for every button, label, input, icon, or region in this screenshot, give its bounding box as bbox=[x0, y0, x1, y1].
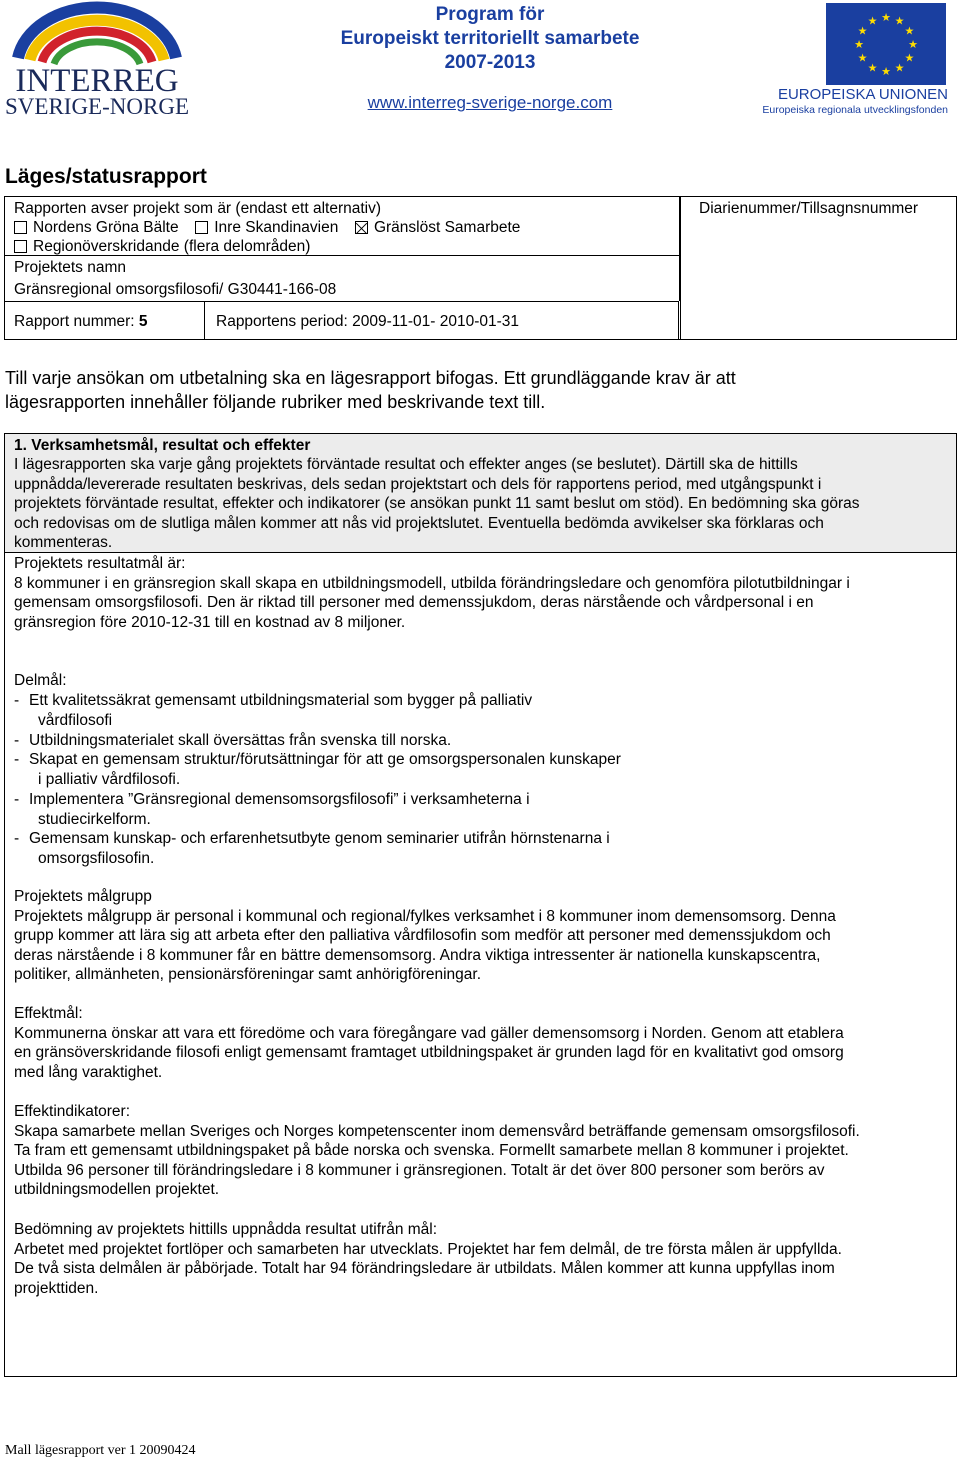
eu-union-label: EUROPEISKA UNIONEN bbox=[777, 86, 948, 103]
text-line: De två sista delmålen är påbörjade. Totalt har 94 förändringsledare är utbildats. Målen kommer att kunna uppfyllas inom bbox=[14, 1260, 835, 1278]
section-1-instructions bbox=[5, 434, 956, 553]
eu-star-icon: ★ bbox=[881, 12, 891, 24]
text-line: 8 kommuner i en gränsregion skall skapa en utbildningsmodell, utbilda förändringsledare och genomföra pilotutbildningar i bbox=[14, 574, 850, 592]
text-line: I lägesrapporten ska varje gång projektets förväntade resultat och effekter anges (se beslutet). Därtill ska de hittills bbox=[14, 456, 798, 473]
text-line: Kommunerna önskar att vara ett föredöme och vara föregångare vad gäller demensomsorg i Norden. Genom att etablera bbox=[14, 1024, 844, 1042]
text-line: projekttiden. bbox=[14, 1279, 99, 1297]
report-period bbox=[216, 312, 519, 331]
effektindikatorer-block bbox=[14, 1102, 949, 1200]
delmal-text: studiecirkelform. bbox=[38, 810, 151, 828]
program-line-2: Europeiskt territoriellt samarbete bbox=[340, 28, 640, 49]
text-line: med lång varaktighet. bbox=[14, 1063, 163, 1081]
text-line: en gränsöverskridande filosofi enligt gemensamt framtaget utbildningspaket är grunden lagd för en kvalitativt god omsorg bbox=[14, 1044, 844, 1062]
delmal-text: Ett kvalitetssäkrat gemensamt utbildningsmaterial som bygger på palliativ bbox=[29, 692, 533, 709]
text-line: utbildningsmodellen projektet. bbox=[14, 1181, 220, 1199]
text-line: och redovisas om de slutliga målen kommer att nås vid projektslutet. Eventuella bedömda avvikelser ska förklaras och bbox=[14, 514, 824, 532]
logo-subtext: SVERIGE-NORGE bbox=[5, 94, 189, 119]
checkbox-granslost-samarbete[interactable] bbox=[355, 221, 368, 234]
checkbox-nordens-grona-balte[interactable] bbox=[14, 221, 27, 234]
project-name-value: Gränsregional omsorgsfilosofi/ G30441-166-08 bbox=[14, 281, 337, 298]
eu-star-icon: ★ bbox=[881, 66, 891, 78]
diarienummer-section bbox=[680, 197, 956, 339]
bedomning-label: Bedömning av projektets hittills uppnådda resultat utifrån mål: bbox=[14, 1221, 438, 1238]
report-number-row bbox=[5, 301, 679, 339]
text-line: deras närstående i 8 kommuner får en bättre demensomsorg. Andra viktiga intressenter är nationella kunskapscentra, bbox=[14, 946, 821, 964]
report-number bbox=[14, 312, 148, 331]
text-line: politiker, allmänheten, pensionärsföreningar samt anhörigföreningar. bbox=[14, 966, 482, 984]
eu-star-icon: ★ bbox=[867, 62, 878, 75]
eu-star-icon: ★ bbox=[904, 25, 915, 38]
project-name-label: Projektets namn bbox=[14, 259, 126, 276]
delmal-item: - Ett kvalitetssäkrat gemensamt utbildningsmaterial som bygger på palliativ vårdfilosofi bbox=[14, 691, 714, 730]
eu-flag-icon bbox=[826, 3, 946, 85]
delmal-item: - Utbildningsmaterialet skall översättas från svenska till norska. bbox=[14, 732, 452, 749]
section-1-heading: 1. Verksamhetsmål, resultat och effekter bbox=[14, 437, 311, 454]
text-line: Skapa samarbete mellan Sveriges och Norges kompetenscenter inom demensvård beträffande gemensam omsorgsfilosofi. bbox=[14, 1122, 860, 1140]
option-row-1 bbox=[14, 218, 520, 237]
eu-logo bbox=[746, 3, 956, 119]
eu-star-icon: ★ bbox=[904, 52, 915, 65]
section-1-box bbox=[4, 433, 957, 1377]
program-title bbox=[290, 3, 690, 75]
delmal-text: Gemensam kunskap- och erfarenhetsutbyte genom seminarier utifrån hörnstenarna i bbox=[29, 830, 610, 847]
footer-template-version: Mall lägesrapport ver 1 20090424 bbox=[5, 1443, 196, 1458]
text-line: kommenteras. bbox=[14, 534, 113, 552]
eu-star-icon: ★ bbox=[894, 15, 905, 28]
text-line: grupp kommer att lära sig att arbeta efter den palliativa vårdfilosofin som medför att personer med demenssjukdom och bbox=[14, 927, 831, 945]
text-line: Utbilda 96 personer till förändringsledare i 8 kommuner i gränsregionen. Totalt är det över 800 personer som berörs av bbox=[14, 1161, 825, 1179]
interreg-logo bbox=[0, 0, 195, 120]
text-line: Projektets målgrupp är personal i kommunal och regional/fylkes verksamhet i 8 kommuner inom demensomsorg. Denna bbox=[14, 907, 836, 925]
delmal-text: omsorgsfilosofin. bbox=[38, 849, 155, 867]
diarienummer-label: Diarienummer/Tillsagnsnummer bbox=[699, 200, 919, 217]
eu-star-icon: ★ bbox=[867, 15, 878, 28]
report-period-label: Rapportens period: bbox=[216, 313, 348, 330]
eu-star-icon: ★ bbox=[908, 39, 918, 51]
delmal-text: vårdfilosofi bbox=[38, 711, 113, 729]
report-info-box bbox=[4, 196, 957, 340]
eu-star-icon: ★ bbox=[894, 62, 905, 75]
page-title: Läges/statusrapport bbox=[5, 165, 207, 188]
eu-star-icon: ★ bbox=[854, 39, 864, 51]
option-row-2 bbox=[14, 237, 310, 256]
intro-line: lägesrapporten innehåller följande rubriker med beskrivande text till. bbox=[5, 392, 546, 412]
resultatmal-block bbox=[14, 554, 949, 632]
website-link[interactable]: www.interreg-sverige-norge.com bbox=[367, 93, 613, 112]
effektmal-label: Effektmål: bbox=[14, 1005, 83, 1022]
avser-label: Rapporten avser projekt som är (endast ett alternativ) bbox=[14, 200, 382, 217]
instruction-text bbox=[14, 455, 949, 553]
divider bbox=[5, 255, 679, 256]
project-type-section bbox=[5, 197, 680, 301]
option-label: Gränslöst Samarbete bbox=[373, 219, 521, 236]
delmal-text: Utbildningsmaterialet skall översättas från svenska till norska. bbox=[29, 732, 452, 749]
delmal-text: Implementera ”Gränsregional demensomsorgsfilosofi” i verksamheterna i bbox=[29, 791, 530, 808]
delmal-item: - Skapat en gemensam struktur/förutsättningar för att ge omsorgspersonalen kunskaper i palliativ vårdfilosofi. bbox=[14, 750, 714, 789]
option-label: Regionöverskridande (flera delområden) bbox=[33, 238, 311, 255]
program-line-3: 2007-2013 bbox=[444, 52, 536, 73]
delmal-item: - Gemensam kunskap- och erfarenhetsutbyte genom seminarier utifrån hörnstenarna i omsorgsfilosofin. bbox=[14, 829, 714, 868]
text-line: gränsregion före 2010-12-31 till en kostnad av 8 miljoner. bbox=[14, 613, 406, 631]
checkbox-regionoverskridande[interactable] bbox=[14, 240, 27, 253]
malgrupp-block bbox=[14, 887, 949, 985]
bedomning-block bbox=[14, 1220, 949, 1298]
report-number-value: 5 bbox=[138, 313, 148, 330]
delmal-text: i palliativ vårdfilosofi. bbox=[38, 770, 181, 788]
effektindikatorer-label: Effektindikatorer: bbox=[14, 1103, 131, 1120]
option-label: Inre Skandinavien bbox=[214, 219, 339, 236]
report-period-value: 2009-11-01- 2010-01-31 bbox=[352, 313, 520, 330]
delmal-label: Delmål: bbox=[14, 672, 67, 689]
effektmal-block bbox=[14, 1004, 949, 1082]
intro-text bbox=[5, 366, 955, 414]
text-line: Arbetet med projektet fortlöper och samarbeten har utvecklats. Projektet har fem delmål, de tre första målen är uppfyllda. bbox=[14, 1240, 842, 1258]
malgrupp-label: Projektets målgrupp bbox=[14, 888, 152, 905]
program-line-1: Program för bbox=[435, 4, 545, 25]
eu-fund-label: Europeiska regionala utvecklingsfonden bbox=[762, 104, 948, 116]
report-number-label: Rapport nummer: bbox=[14, 313, 135, 330]
option-label: Nordens Gröna Bälte bbox=[33, 219, 179, 236]
resultatmal-label: Projektets resultatmål är: bbox=[14, 555, 186, 572]
text-line: Ta fram ett gemensamt utbildningspaket på både norska och svenska. Formellt samarbete mellan 8 kommuner i projektet. bbox=[14, 1142, 849, 1160]
divider bbox=[204, 302, 205, 339]
delmal-text: Skapat en gemensam struktur/förutsättningar för att ge omsorgspersonalen kunskaper bbox=[29, 751, 621, 768]
delmal-item: - Implementera ”Gränsregional demensomsorgsfilosofi” i verksamheterna i studiecirkelform. bbox=[14, 790, 714, 829]
eu-star-icon: ★ bbox=[857, 25, 868, 38]
text-line: projektets förväntade resultat, effekter och indikatorer (se ansökan punkt 11 samt beslut om stöd). En bedömning ska göras bbox=[14, 495, 860, 513]
checkbox-inre-skandinavien[interactable] bbox=[195, 221, 208, 234]
logo-text: INTERREG bbox=[15, 63, 179, 99]
text-line: gemensam omsorgsfilosofi. Den är riktad till personer med demenssjukdom, deras närstående och vårdpersonal i en bbox=[14, 594, 814, 612]
eu-star-icon: ★ bbox=[857, 52, 868, 65]
text-line: uppnådda/levererade resultaten beskrivas, dels sedan projektstart och dels för rapportens period, med utgångspunkt i bbox=[14, 475, 822, 493]
intro-line: Till varje ansökan om utbetalning ska en lägesrapport bifogas. Ett grundläggande krav är att bbox=[5, 368, 736, 388]
